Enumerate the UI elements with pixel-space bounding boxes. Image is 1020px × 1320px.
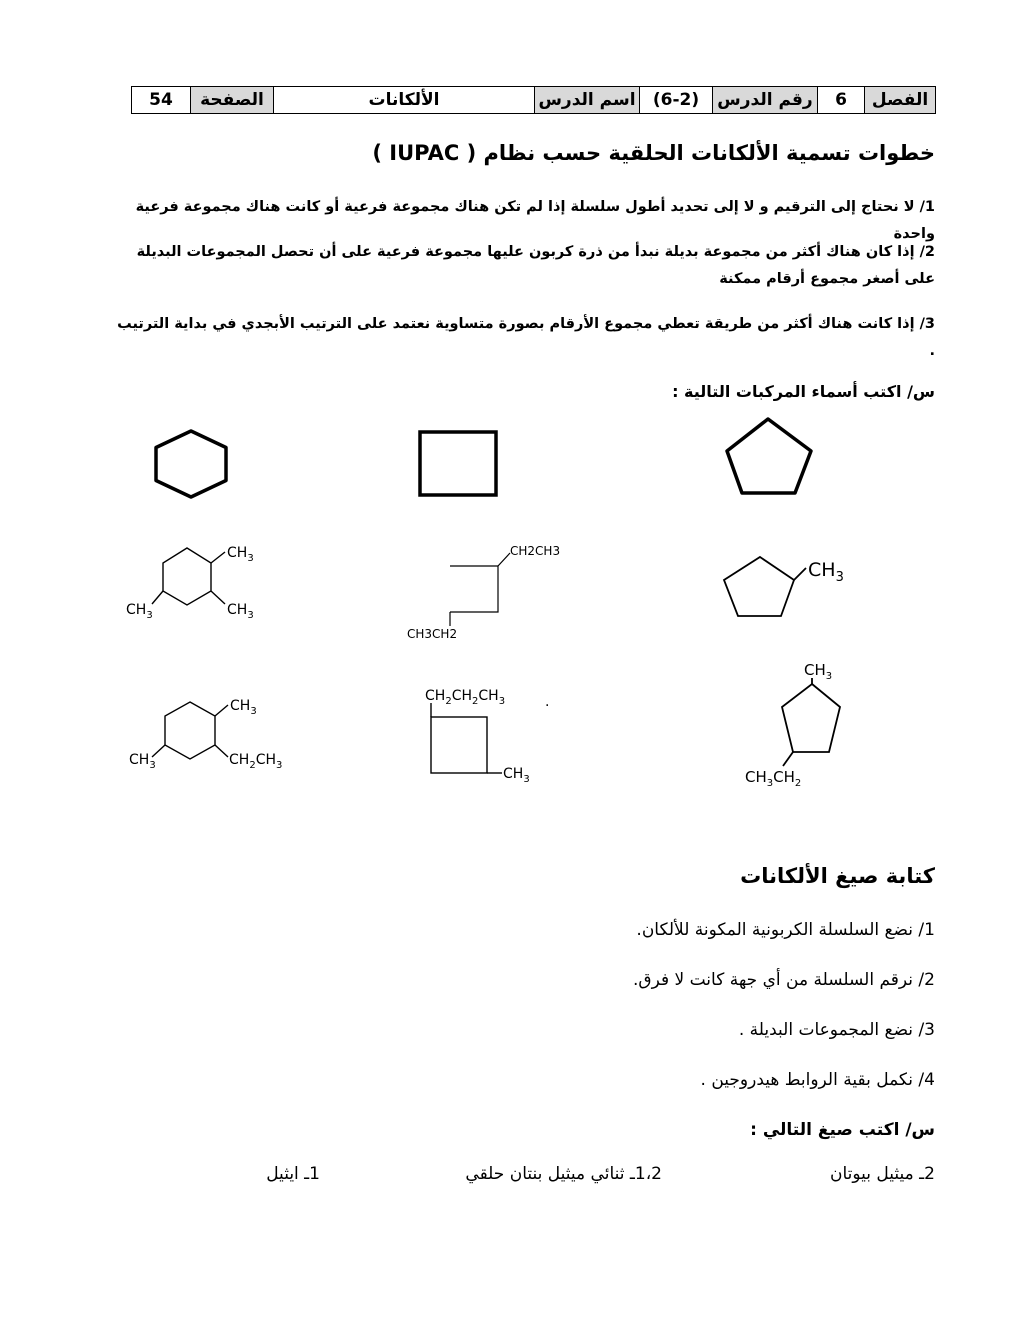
naming-step-1: 1/ لا نحتاج إلى الترقيم و لا إلى تحديد أطول سلسلة إذا لم تكن هناك مجموعة فرعية أو كانت هناك مجموعة فرعية واحدة: [135, 199, 935, 242]
ethyl-label-bottom: CH3CH2: [407, 627, 458, 641]
cyclohexane-ring: [156, 431, 226, 497]
methyl-label-1: $CH_3$: [227, 545, 254, 564]
propyl-label: $CH_2CH_2CH_3$: [425, 688, 506, 707]
ethyl-label-cp: $CH_3CH_2$: [745, 768, 802, 789]
lesson-name-label: اسم الدرس: [535, 87, 640, 114]
methyl-label-4: $CH_3$: [230, 698, 257, 717]
formula-step-4: 4/ نكمل بقية الروابط هيدروجين .: [700, 1070, 935, 1090]
methyl-label-2: $CH_3$: [227, 602, 254, 621]
methyl-label-cp2: $CH_3$: [804, 661, 833, 682]
ethyl-label-top: CH2CH3: [510, 544, 561, 558]
page-number: 54: [132, 87, 191, 114]
diethylcyclobutane: [407, 544, 560, 641]
formula-step-2: 2/ نرقم السلسلة من أي جهة كانت لا فرق.: [633, 970, 935, 990]
formula-step-1: 1/ نضع السلسلة الكربونية المكونة للألكان.: [636, 920, 935, 940]
stray-dot: .: [545, 694, 550, 710]
compound-1: 2ـ ميثيل بيوتان: [829, 1164, 935, 1184]
compound-2: 1،2ـ ثنائي ميثيل بنتان حلقي: [465, 1164, 662, 1184]
compound-3: 1ـ ايثيل: [266, 1164, 320, 1184]
cyclobutane-ring: [420, 432, 496, 495]
section-title-naming-steps: خطوات تسمية الألكانات الحلقية حسب نظام ( IUPAC ): [372, 141, 935, 165]
lesson-number-label: رقم الدرس: [713, 87, 818, 114]
ethyl-dimethylcyclohexane: [129, 698, 282, 771]
methyl-label-cp: $CH_3$: [808, 559, 844, 585]
naming-step-2: 2/ إذا كان هناك أكثر من مجموعة بديلة نبدأ من ذرة كربون عليها مجموعة فرعية على أن تحصل المجموعات البديلة على أصغر مجموع أرقام ممكنة: [136, 244, 935, 287]
lesson-number-value: (6-2): [640, 87, 713, 114]
ethyl-methylcyclopentane: [745, 661, 840, 789]
question-write-formulas: س/ اكتب صيغ التالي :: [750, 1120, 935, 1140]
methyl-label-cb: $CH_3$: [503, 766, 530, 785]
formula-step-3: 3/ نضع المجموعات البديلة .: [738, 1020, 935, 1040]
section-title-writing-formulas: كتابة صيغ الألكانات: [740, 864, 935, 888]
naming-step-3: 3/ إذا كانت هناك أكثر من طريقة تعطي مجموع الأرقام بصورة متساوية نعتمد على الترتيب الأبجدي في بداية الترتيب .: [117, 316, 935, 359]
page-label: الصفحة: [191, 87, 274, 114]
propyl-methylcyclobutane: [425, 688, 549, 785]
chapter-value: 6: [818, 87, 865, 114]
methyl-label-5: $CH_3$: [129, 752, 156, 771]
ethyl-label-ring: $CH_2CH_3$: [229, 752, 283, 771]
methylcyclopentane: [724, 557, 844, 616]
question-name-compounds: س/ اكتب أسماء المركبات التالية :: [672, 382, 935, 401]
methyl-label-3: $CH_3$: [126, 602, 153, 621]
cyclopentane-ring: [727, 419, 811, 493]
chapter-label: الفصل: [865, 87, 936, 114]
trimethylcyclohexane: [126, 545, 254, 621]
lesson-name-value: الألكانات: [274, 87, 535, 114]
